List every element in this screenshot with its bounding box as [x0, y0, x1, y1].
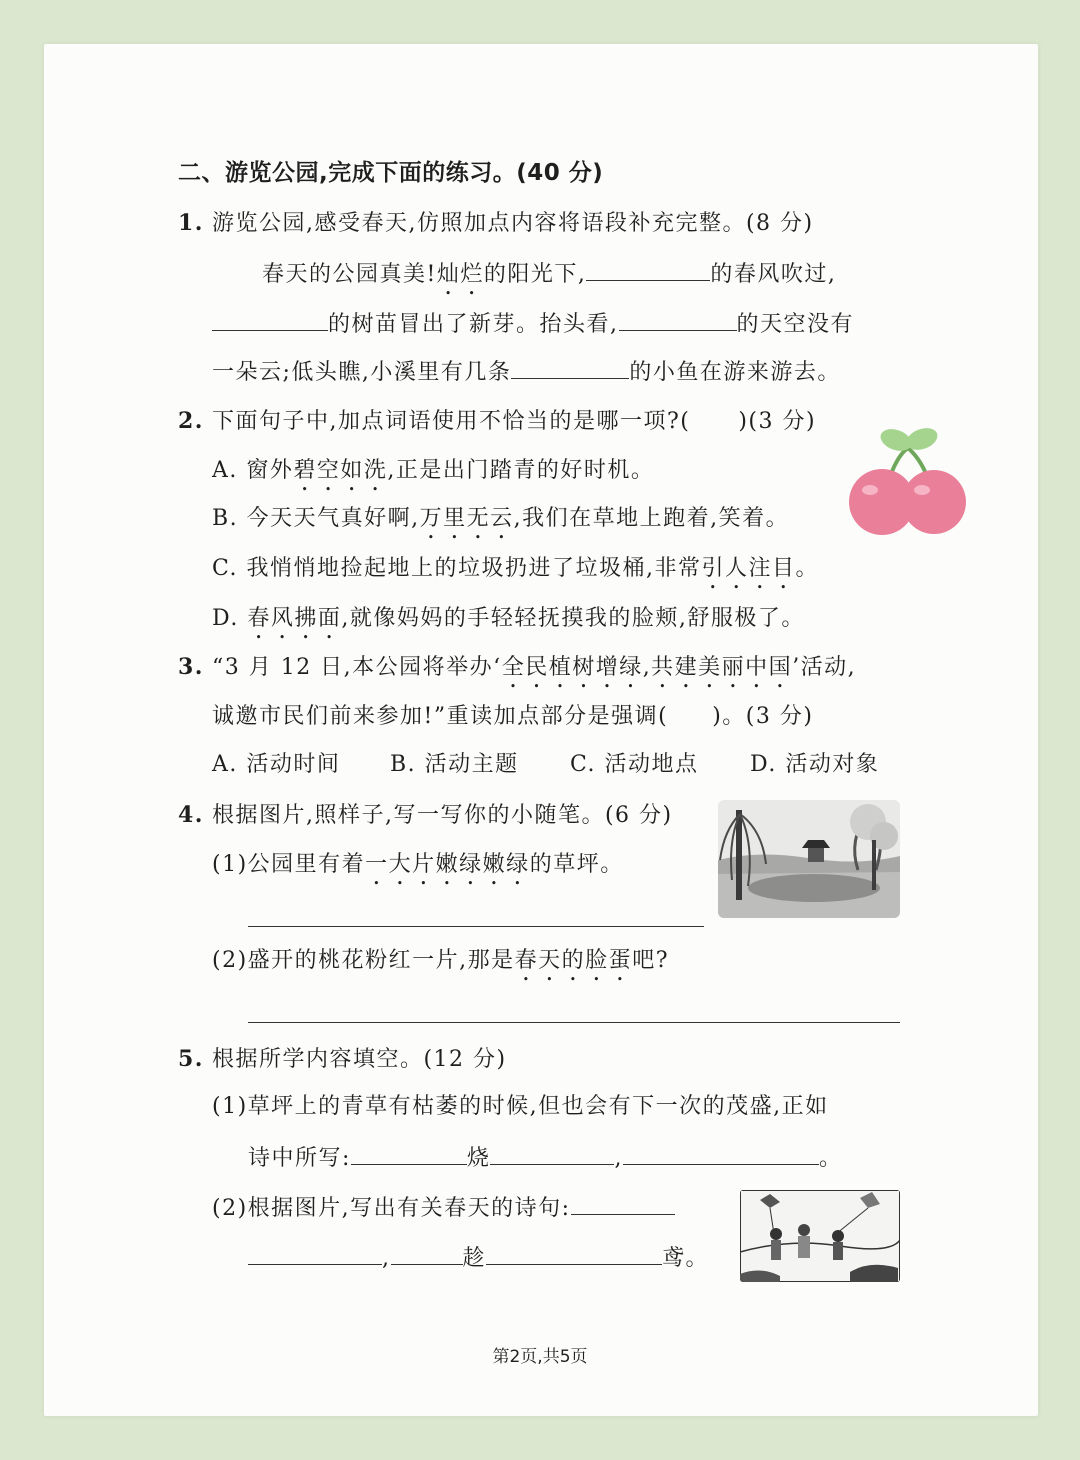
- fill-blank[interactable]: [391, 1242, 463, 1265]
- question-1-line-2: [212, 308, 854, 340]
- question-text: 根据图片,照样子,写一写你的小随笔。(6 分): [211, 803, 673, 828]
- text: (1)公园里有着: [212, 852, 366, 877]
- text: 。: [795, 556, 820, 581]
- question-5-part-2-line-1: [212, 1192, 675, 1224]
- option-c[interactable]: C. 活动地点: [570, 752, 699, 777]
- section-title: 二、游览公园,完成下面的练习。(40 分): [178, 160, 604, 186]
- dotted-words: 全民植树增绿,共建美丽中国: [501, 655, 793, 680]
- text: 吧?: [632, 948, 669, 973]
- question-1-line-3: [212, 356, 841, 388]
- dotted-words: 春风拂面: [247, 606, 342, 631]
- text: 烧: [466, 1146, 491, 1171]
- text: 的小鱼在游来游去。: [629, 360, 841, 385]
- option-d: [212, 604, 805, 644]
- option-c: [212, 554, 819, 594]
- cherry-icon: [838, 426, 972, 538]
- fill-blank[interactable]: [571, 1192, 675, 1215]
- dotted-words: 万里无云: [419, 506, 514, 531]
- dotted-words: 碧空如洗: [293, 458, 388, 483]
- question-3-line-2: [212, 702, 813, 732]
- question-number: 5.: [178, 1046, 204, 1072]
- text: ,就像妈妈的手轻轻抚摸我的脸颊,舒服极了。: [341, 606, 805, 631]
- question-4-sample-1: [212, 850, 624, 890]
- park-pavilion-image: [718, 800, 900, 918]
- dotted-words: 引人注目: [701, 556, 796, 581]
- option-a[interactable]: A. 活动时间: [212, 752, 341, 777]
- option-d[interactable]: D. 活动对象: [750, 752, 880, 777]
- text: “3 月 12 日,本公园将举办‘: [211, 655, 502, 680]
- answer-line[interactable]: [248, 926, 704, 927]
- option-b[interactable]: B. 活动主题: [390, 752, 519, 777]
- question-number: 3.: [178, 654, 204, 680]
- text: B. 今天天气真好啊,: [212, 506, 420, 531]
- text: 的阳光下,: [483, 262, 587, 287]
- fill-blank[interactable]: [619, 308, 737, 331]
- text: 春天的公园真美!: [262, 262, 437, 287]
- question-number: 2.: [178, 408, 204, 434]
- question-number: 4.: [178, 802, 204, 828]
- text: (2)根据图片,写出有关春天的诗句:: [212, 1196, 571, 1221]
- question-1-line-1: [262, 258, 836, 300]
- text: 的春风吹过,: [710, 262, 837, 287]
- dotted-words: 灿烂: [436, 262, 484, 287]
- text: 。: [818, 1146, 843, 1171]
- text: A. 窗外: [212, 458, 294, 483]
- question-3-options: [212, 750, 879, 780]
- dotted-words: 一大片嫩绿嫩绿: [365, 852, 530, 877]
- question-4-stem: [178, 800, 673, 831]
- text: )。(3 分): [712, 704, 814, 729]
- text: D.: [212, 606, 248, 631]
- text: 诚邀市民们前来参加!”重读加点部分是强调(: [212, 704, 669, 729]
- question-text: 根据所学内容填空。(12 分): [211, 1047, 507, 1072]
- question-4-sample-2: [212, 946, 669, 986]
- text: 的树苗冒出了新芽。抬头看,: [328, 312, 619, 337]
- text: 的天空没有: [736, 312, 855, 337]
- fill-blank[interactable]: [490, 1142, 614, 1165]
- question-2-stem: [178, 406, 816, 437]
- question-5-part-1-line-1: (1)草坪上的青草有枯萎的时候,但也会有下一次的茂盛,正如: [212, 1094, 829, 1119]
- question-5-part-1-line-2: [248, 1142, 842, 1174]
- text: ,我们在草地上跑着,笑着。: [513, 506, 790, 531]
- dotted-words: 春天的脸蛋: [514, 948, 633, 973]
- text: ,: [614, 1146, 623, 1171]
- question-5-part-2-line-2: [248, 1242, 709, 1274]
- fill-blank[interactable]: [248, 1242, 382, 1265]
- text: C. 我悄悄地捡起地上的垃圾扔进了垃圾桶,非常: [212, 556, 702, 581]
- answer-line[interactable]: [248, 1022, 900, 1023]
- score-text: )(3 分): [738, 409, 817, 434]
- question-number: 1.: [178, 210, 204, 236]
- fill-blank[interactable]: [623, 1142, 819, 1165]
- fill-blank[interactable]: [586, 258, 710, 281]
- text: 趁: [462, 1246, 487, 1271]
- fill-blank[interactable]: [486, 1242, 662, 1265]
- option-b: [212, 504, 789, 544]
- kite-flying-image: [740, 1190, 900, 1282]
- question-3-line-1: [178, 652, 856, 693]
- text: ,正是出门踏青的好时机。: [387, 458, 655, 483]
- text: 一朵云;低头瞧,小溪里有几条: [212, 360, 512, 385]
- fill-blank[interactable]: [212, 308, 328, 331]
- text: ,: [382, 1246, 391, 1271]
- fill-blank[interactable]: [511, 356, 629, 379]
- page-footer: 第2页,共5页: [492, 1347, 588, 1367]
- fill-blank[interactable]: [351, 1142, 467, 1165]
- text: (2)盛开的桃花粉红一片,那是: [212, 948, 515, 973]
- question-text: 下面句子中,加点词语使用不恰当的是哪一项?(: [211, 409, 691, 434]
- text: ’活动,: [792, 655, 857, 680]
- text: 的草坪。: [529, 852, 624, 877]
- option-a: [212, 456, 654, 496]
- text: 鸢。: [662, 1246, 710, 1271]
- question-text: 游览公园,感受春天,仿照加点内容将语段补充完整。(8 分): [211, 211, 814, 236]
- text: 诗中所写:: [248, 1146, 351, 1171]
- question-1-stem: [178, 208, 814, 239]
- question-5-stem: [178, 1044, 507, 1075]
